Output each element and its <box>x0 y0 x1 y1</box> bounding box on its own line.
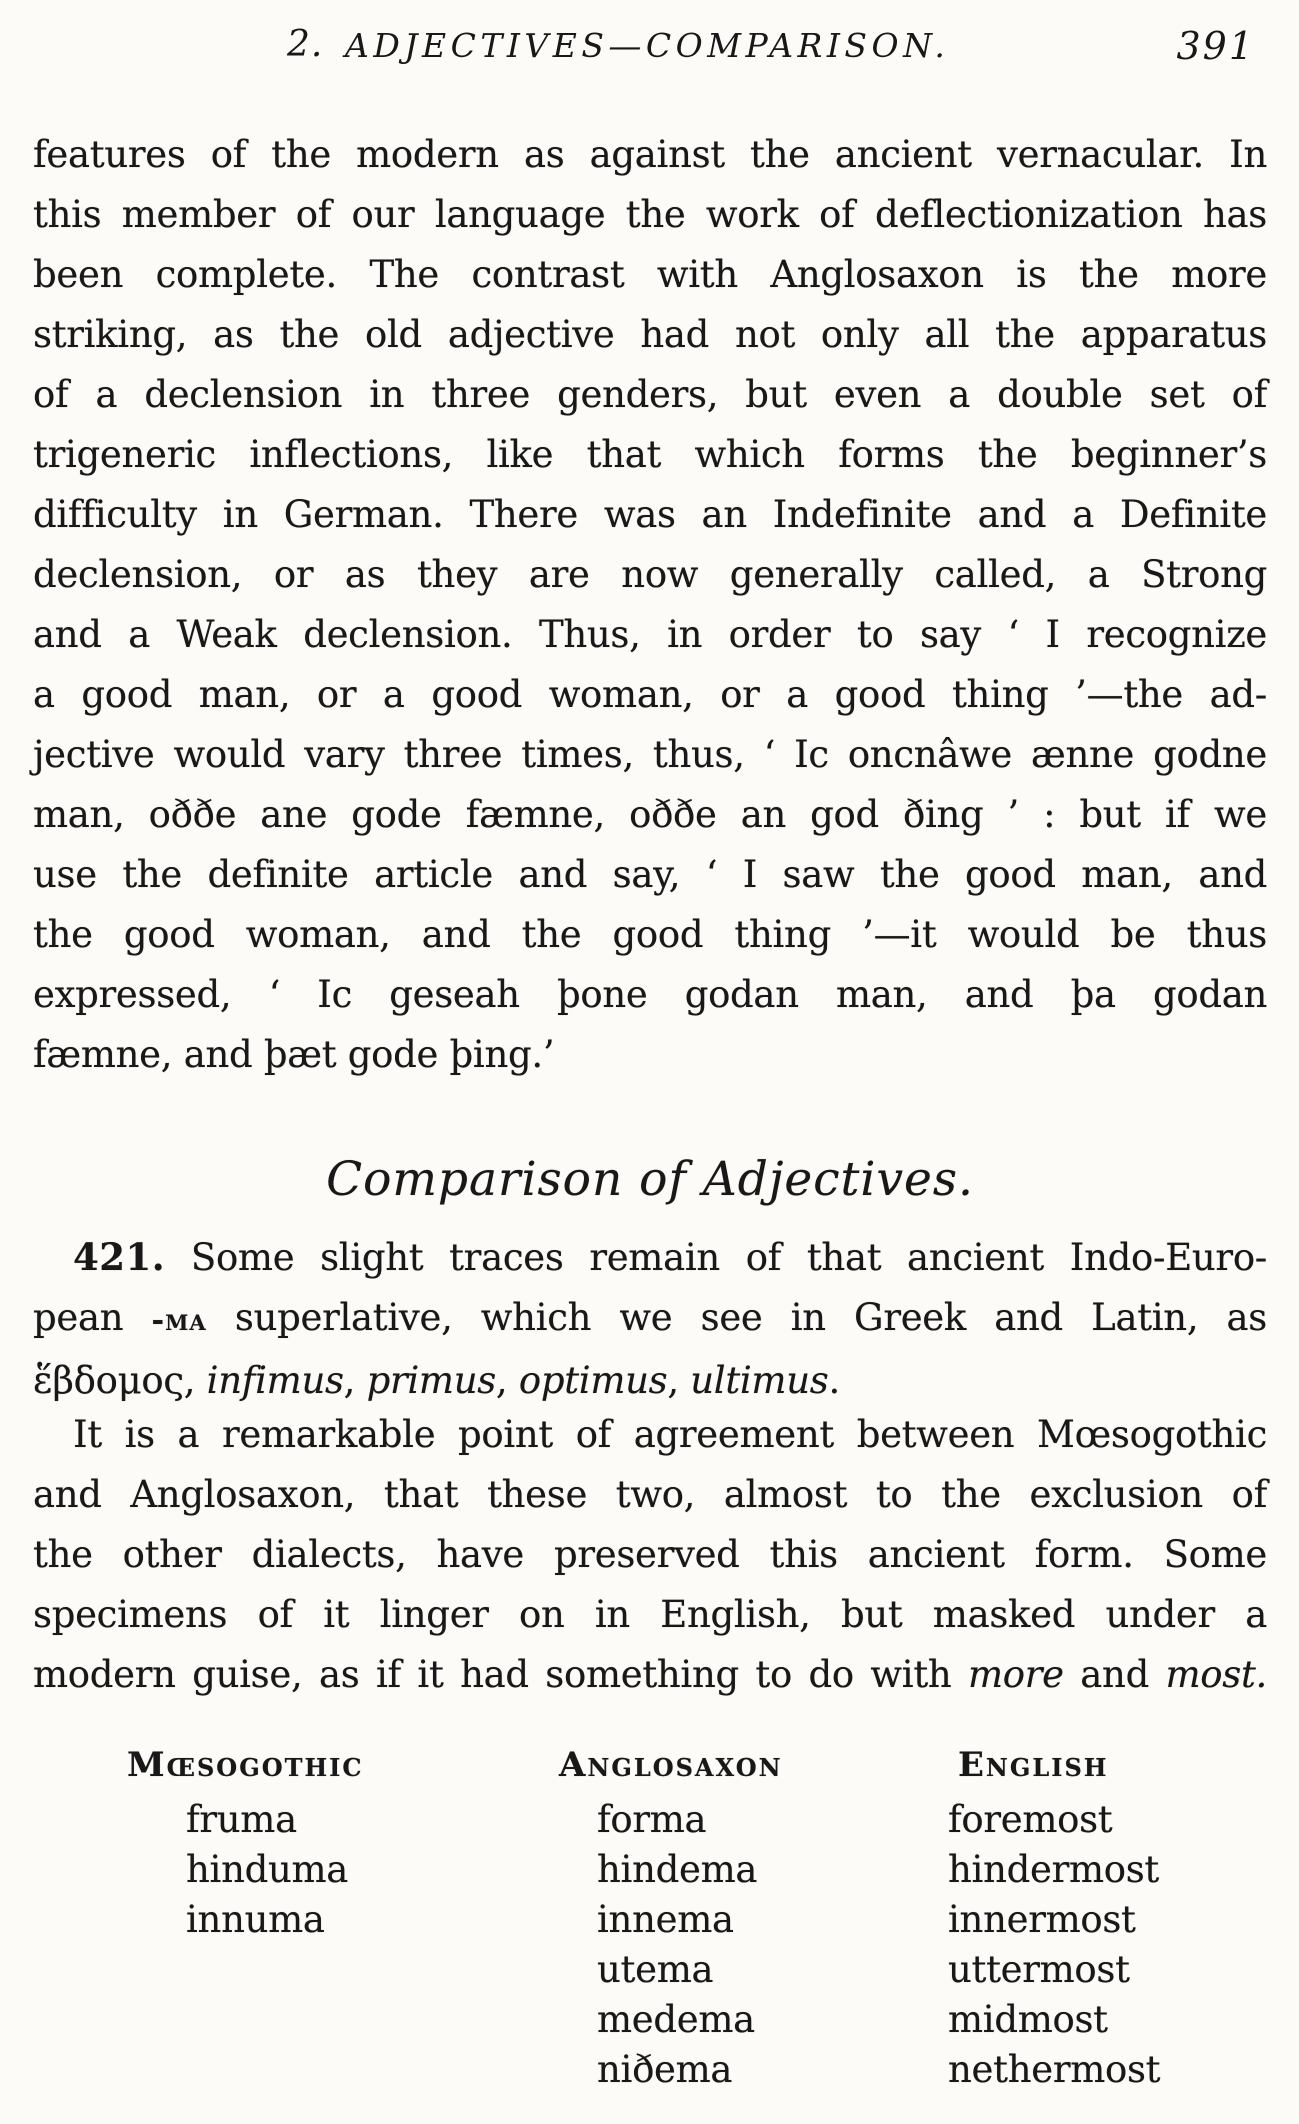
text-line <box>33 425 1267 485</box>
text-line <box>33 845 1267 905</box>
text-line <box>33 1645 1267 1705</box>
small-caps-text: -ma <box>151 1303 207 1338</box>
text-line <box>33 1351 1267 1411</box>
text-line <box>33 485 1267 545</box>
text-segment: , <box>495 1359 519 1402</box>
text-segment: Some slight traces remain of that ancient Indo-Euro- <box>165 1236 1267 1279</box>
text-line <box>33 1227 1267 1288</box>
text-segment: specimens of it linger on in English, but masked under a <box>33 1593 1267 1636</box>
text-segment: a good man, or a good woman, or a good thing ’—the ad- <box>33 673 1267 716</box>
paragraph-intro <box>33 125 1267 1085</box>
text-line <box>33 665 1267 725</box>
table-cell: midmost <box>948 1998 1108 2041</box>
table-cell: hinduma <box>186 1848 349 1891</box>
table-cell: fruma <box>186 1798 297 1841</box>
text-segment: fæmne, and þæt gode þing.’ <box>33 1033 555 1076</box>
bold-text: 421. <box>73 1235 166 1279</box>
text-segment: and <box>1063 1653 1166 1696</box>
italic-text: ultimus <box>690 1359 829 1402</box>
text-line <box>33 785 1267 845</box>
text-line <box>33 365 1267 425</box>
section-number: 2. <box>287 24 324 65</box>
table-cell: innermost <box>948 1898 1136 1941</box>
column-header: Anglosaxon <box>559 1745 783 1785</box>
text-segment: use the definite article and say, ‘ I saw the good man, and <box>33 853 1267 896</box>
text-segment: pean <box>33 1296 152 1339</box>
table-cell: innuma <box>186 1898 325 1941</box>
italic-text: infimus <box>206 1359 344 1402</box>
text-segment: the good woman, and the good thing ’—it would be thus <box>33 913 1267 956</box>
table-cell: innema <box>597 1898 734 1941</box>
text-segment: striking, as the old adjective had not only all the apparatus <box>33 313 1267 356</box>
table-cell: niðema <box>597 2048 733 2091</box>
text-line <box>33 245 1267 305</box>
text-line <box>33 1585 1267 1645</box>
table-cell <box>186 1945 363 1995</box>
italic-text: optimus <box>518 1359 668 1402</box>
table-cell: forma <box>597 1798 707 1841</box>
text-line <box>33 545 1267 605</box>
section-heading: Comparison of Adjectives. <box>326 1152 974 1207</box>
text-segment: . <box>828 1359 840 1402</box>
table-cell <box>186 1995 363 2045</box>
paragraph-agreement <box>33 1405 1267 1705</box>
text-segment: trigeneric inflections, like that which forms the beginner’s <box>33 433 1267 476</box>
text-line <box>33 1465 1267 1525</box>
text-segment: features of the modern as against the ancient vernacular. In <box>33 133 1267 176</box>
text-segment: and Anglosaxon, that these two, almost to the exclusion of <box>33 1473 1267 1516</box>
text-segment: this member of our language the work of deflectionization has <box>33 193 1267 236</box>
column-header: Mœsogothic <box>127 1745 364 1785</box>
text-line <box>33 305 1267 365</box>
text-line <box>33 1525 1267 1585</box>
table-column <box>948 1742 1161 2095</box>
table-column <box>559 1742 783 2095</box>
paragraph-421 <box>33 1227 1267 1411</box>
italic-text: most. <box>1165 1653 1267 1696</box>
running-title: ADJECTIVES—COMPARISON. <box>345 26 950 65</box>
table-cell: foremost <box>948 1798 1113 1841</box>
text-segment: , <box>343 1359 367 1402</box>
text-segment: difficulty in German. There was an Indefinite and a Definite <box>33 493 1267 536</box>
column-header: English <box>958 1745 1109 1785</box>
text-segment: expressed, ‘ Ic geseah þone godan man, and þa godan <box>33 973 1267 1016</box>
text-line <box>33 905 1267 965</box>
text-segment: , <box>667 1359 691 1402</box>
table-cell: hindermost <box>948 1848 1159 1891</box>
text-segment: and a Weak declension. Thus, in order to say ‘ I recognize <box>33 613 1267 656</box>
table-cell: hindema <box>597 1848 758 1891</box>
table-column <box>127 1742 363 2095</box>
text-line <box>33 965 1267 1025</box>
text-segment: ἕβδομος, <box>33 1359 207 1402</box>
text-segment: jective would vary three times, thus, ‘ Ic oncnâwe ænne godne <box>33 733 1267 776</box>
text-line <box>33 1025 1267 1085</box>
table-cell: utema <box>597 1948 714 1991</box>
text-line <box>33 125 1267 185</box>
text-segment: superlative, which we see in Greek and Latin, as <box>206 1296 1267 1339</box>
page-number: 391 <box>1176 24 1255 68</box>
running-header <box>33 24 1267 74</box>
table-cell: medema <box>597 1998 755 2041</box>
text-segment: modern guise, as if it had something to do with <box>33 1653 968 1696</box>
text-segment: man, oððe ane gode fæmne, oððe an god ðing ’ : but if we <box>33 793 1267 836</box>
text-line <box>33 1405 1267 1465</box>
text-line <box>33 725 1267 785</box>
italic-text: more <box>967 1653 1064 1696</box>
text-segment: It is a remarkable point of agreement between Mœsogothic <box>73 1413 1267 1456</box>
text-segment: the other dialects, have preserved this ancient form. Some <box>33 1533 1267 1576</box>
text-segment: been complete. The contrast with Anglosaxon is the more <box>33 253 1267 296</box>
text-line <box>33 605 1267 665</box>
italic-text: primus <box>366 1359 496 1402</box>
table-cell: uttermost <box>948 1948 1130 1991</box>
table-cell <box>186 2045 363 2095</box>
text-segment: of a declension in three genders, but even a double set of <box>33 373 1267 416</box>
comparison-table <box>0 1742 1299 2102</box>
text-line <box>33 1288 1267 1351</box>
table-cell: nethermost <box>948 2048 1161 2091</box>
text-line <box>33 185 1267 245</box>
text-segment: declension, or as they are now generally called, a Strong <box>33 553 1267 596</box>
